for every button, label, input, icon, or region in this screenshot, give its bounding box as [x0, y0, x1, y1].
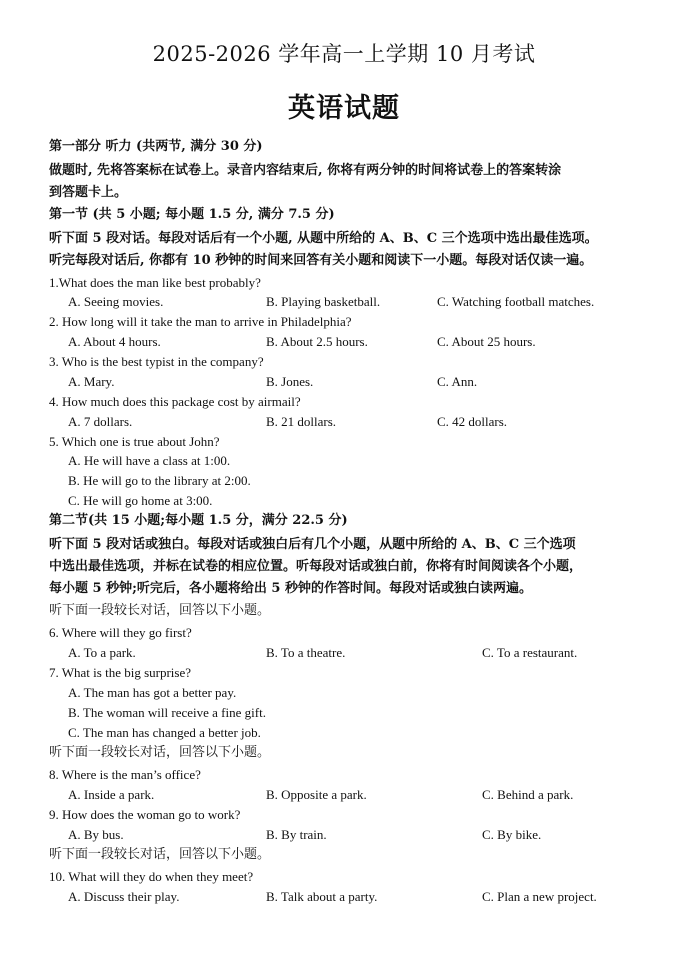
section2-instruction-line2: 中选出最佳选项，并标在试卷的相应位置。听每段对话或独白前，你将有时间阅读各个小题，: [49, 559, 583, 574]
question-8-option-c: C. Behind a park.: [482, 787, 574, 802]
question-1-option-b: B. Playing basketball.: [266, 294, 381, 309]
section1-heading: 第一节 (共 5 小题; 每小题 1.5 分, 满分 7.5 分): [49, 207, 335, 222]
question-7-option-a: A. The man has got a better pay.: [68, 685, 237, 700]
question-7-option-b: B. The woman will receive a fine gift.: [68, 705, 266, 720]
question-9-option-a: A. By bus.: [68, 827, 124, 842]
question-7-stem: 7. What is the big surprise?: [49, 665, 192, 680]
question-6-option-a: A. To a park.: [68, 645, 136, 660]
section2-lead-2: 听下面一段较长对话，回答以下小题。: [49, 745, 271, 760]
question-10-option-a: A. Discuss their play.: [68, 889, 180, 904]
question-8-option-a: A. Inside a park.: [68, 787, 155, 802]
question-10-option-b: B. Talk about a party.: [266, 889, 378, 904]
question-4-option-c: C. 42 dollars.: [437, 414, 508, 429]
question-2-option-c: C. About 25 hours.: [437, 334, 536, 349]
section1-instruction-line2: 听完每段对话后, 你都有 10 秒钟的时间来回答有关小题和阅读下一小题。每段对话仅读一遍。: [49, 253, 593, 268]
section2-lead-1: 听下面一段较长对话，回答以下小题。: [49, 603, 271, 618]
question-6-option-c: C. To a restaurant.: [482, 645, 578, 660]
exam-subject: 英语试题: [288, 93, 400, 124]
question-7-option-c: C. The man has changed a better job.: [68, 725, 261, 740]
question-9-option-c: C. By bike.: [482, 827, 542, 842]
section1-instruction-line1: 听下面 5 段对话。每段对话后有一个小题, 从题中所给的 A、B、C 三个选项中选出最佳选项。: [49, 231, 598, 246]
question-4-option-b: B. 21 dollars.: [266, 414, 337, 429]
question-5-option-b: B. He will go to the library at 2:00.: [68, 473, 251, 488]
section2-instruction-line1: 听下面 5 段对话或独白。每段对话或独白后有几个小题，从题中所给的 A、B、C 三个选项: [49, 537, 576, 552]
question-2-stem: 2. How long will it take the man to arrive in Philadelphia?: [49, 314, 352, 329]
section2-instruction-line3: 每小题 5 秒钟;听完后，各小题将给出 5 秒钟的作答时间。每段对话或独白读两遍。: [49, 581, 532, 596]
question-5-stem: 5. Which one is true about John?: [49, 434, 220, 449]
part1-instruction-line1: 做题时, 先将答案标在试卷上。录音内容结束后, 你将有两分钟的时间将试卷上的答案转涂: [49, 163, 562, 178]
question-1-option-a: A. Seeing movies.: [68, 294, 164, 309]
question-5-option-a: A. He will have a class at 1:00.: [68, 453, 231, 468]
question-4-option-a: A. 7 dollars.: [68, 414, 133, 429]
section2-lead-3: 听下面一段较长对话，回答以下小题。: [49, 847, 271, 862]
part1-instruction-line2: 到答题卡上。: [49, 185, 128, 200]
question-8-option-b: B. Opposite a park.: [266, 787, 367, 802]
question-5-option-c: C. He will go home at 3:00.: [68, 493, 213, 508]
question-3-option-a: A. Mary.: [68, 374, 115, 389]
question-6-stem: 6. Where will they go first?: [49, 625, 192, 640]
question-4-stem: 4. How much does this package cost by airmail?: [49, 394, 301, 409]
part1-heading: 第一部分 听力 (共两节, 满分 30 分): [49, 139, 263, 154]
question-1-option-c: C. Watching football matches.: [437, 294, 595, 309]
question-3-option-b: B. Jones.: [266, 374, 314, 389]
question-2-option-b: B. About 2.5 hours.: [266, 334, 368, 349]
section2-heading: 第二节(共 15 小题;每小题 1.5 分，满分 22.5 分): [49, 513, 348, 528]
question-9-option-b: B. By train.: [266, 827, 327, 842]
question-1-stem: 1.What does the man like best probably?: [49, 275, 261, 290]
question-10-stem: 10. What will they do when they meet?: [49, 869, 254, 884]
question-8-stem: 8. Where is the man’s office?: [49, 767, 201, 782]
question-3-stem: 3. Who is the best typist in the company?: [49, 354, 264, 369]
question-3-option-c: C. Ann.: [437, 374, 478, 389]
question-6-option-b: B. To a theatre.: [266, 645, 346, 660]
question-2-option-a: A. About 4 hours.: [68, 334, 161, 349]
question-10-option-c: C. Plan a new project.: [482, 889, 597, 904]
exam-title: 2025-2026 学年高一上学期 10 月考试: [152, 42, 536, 66]
question-9-stem: 9. How does the woman go to work?: [49, 807, 241, 822]
